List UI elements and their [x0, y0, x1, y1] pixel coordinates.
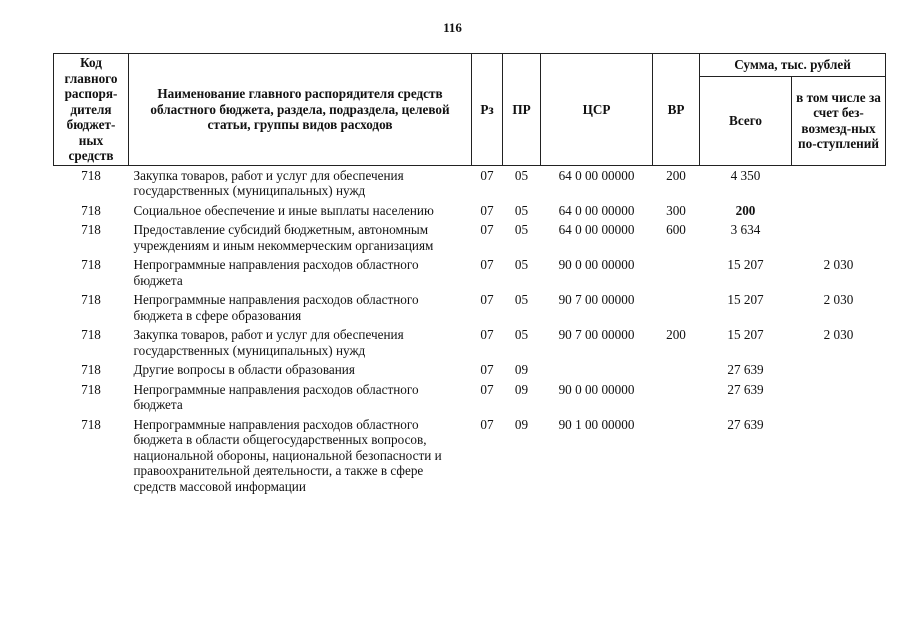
cell-rz: 07 — [480, 292, 494, 307]
cell-rz: 07 — [480, 381, 494, 397]
cell-csr: 64 0 00 00000 — [558, 202, 635, 218]
cell-code: 718 — [81, 327, 101, 342]
table-row — [54, 290, 886, 325]
table-row — [54, 415, 886, 497]
table-body — [54, 165, 886, 496]
cell-csr: 90 0 00 00000 — [558, 257, 635, 272]
cell-total: 27 639 — [727, 362, 764, 377]
cell-rz: 07 — [480, 416, 494, 432]
cell-csr: 90 7 00 00000 — [558, 327, 635, 342]
cell-total: 27 639 — [727, 381, 764, 397]
cell-pr: 05 — [514, 292, 529, 307]
table-row — [54, 380, 886, 415]
header-rz: Рз — [472, 54, 503, 166]
cell-vr: 300 — [666, 202, 686, 218]
header-code: Код главного распоря-дителя бюджет-ных средств — [54, 54, 129, 166]
cell-csr: 90 7 00 00000 — [558, 292, 635, 307]
cell-vr: 600 — [666, 222, 686, 237]
cell-name: Предоставление субсидий бюджетным, автономным учреждениям и иным некоммерческим организациям — [133, 222, 434, 253]
cell-csr: 90 1 00 00000 — [558, 416, 635, 432]
cell-pr: 05 — [514, 327, 529, 342]
header-total: Всего — [700, 77, 792, 166]
table-header — [54, 54, 886, 166]
table-row — [54, 220, 886, 255]
cell-rz: 07 — [480, 327, 494, 342]
table-row — [54, 360, 886, 380]
cell-csr: 90 0 00 00000 — [558, 381, 635, 397]
cell-incl: 2 030 — [823, 292, 854, 307]
budget-table — [53, 53, 886, 496]
page-number: 116 — [443, 20, 462, 35]
cell-vr: 200 — [666, 327, 686, 342]
cell-rz: 07 — [480, 362, 494, 377]
cell-code: 718 — [81, 416, 101, 432]
cell-incl — [792, 360, 886, 380]
header-sum-group: Сумма, тыс. рублей — [700, 54, 886, 77]
cell-code: 718 — [81, 292, 101, 307]
cell-code: 718 — [81, 362, 101, 377]
cell-name: Непрограммные направления расходов областного бюджета в сфере образования — [133, 292, 419, 323]
cell-vr — [653, 380, 700, 415]
cell-vr: 200 — [666, 167, 686, 183]
cell-code: 718 — [81, 222, 101, 237]
cell-code: 718 — [81, 381, 101, 397]
cell-vr — [653, 415, 700, 497]
cell-rz: 07 — [480, 202, 494, 218]
header-pr: ПР — [503, 54, 541, 166]
cell-vr — [653, 255, 700, 290]
cell-name: Непрограммные направления расходов областного бюджета в области общегосударственных вопросов, национальной обороны, национальной безопасности и правоохранительной деятельности, а также в сфере средств массовой информации — [133, 416, 442, 494]
cell-csr — [541, 360, 653, 380]
cell-vr — [653, 360, 700, 380]
table-row — [54, 201, 886, 221]
cell-pr: 09 — [514, 381, 529, 397]
cell-total: 15 207 — [727, 257, 764, 272]
cell-total: 15 207 — [727, 327, 764, 342]
cell-total: 4 350 — [730, 167, 761, 183]
cell-incl: 2 030 — [823, 327, 854, 342]
cell-code: 718 — [81, 257, 101, 272]
cell-rz: 07 — [480, 167, 494, 183]
cell-vr — [653, 290, 700, 325]
cell-csr: 64 0 00 00000 — [558, 222, 635, 237]
cell-total: 15 207 — [727, 292, 764, 307]
cell-name: Закупка товаров, работ и услуг для обеспечения государственных (муниципальных) нужд — [133, 327, 404, 358]
cell-incl — [792, 220, 886, 255]
cell-rz: 07 — [480, 257, 494, 272]
table-row — [54, 165, 886, 201]
header-incl: в том числе за счет без-возмезд-ных по-ступлений — [792, 77, 886, 166]
cell-rz: 07 — [480, 222, 494, 237]
cell-pr: 09 — [514, 416, 529, 432]
cell-name: Социальное обеспечение и иные выплаты населению — [133, 202, 434, 218]
cell-name: Непрограммные направления расходов областного бюджета — [133, 257, 419, 288]
cell-name: Непрограммные направления расходов областного бюджета — [133, 381, 419, 412]
cell-name: Другие вопросы в области образования — [133, 362, 355, 377]
header-name: Наименование главного распорядителя средств областного бюджета, раздела, подраздела, целевой статьи, группы видов расходов — [129, 54, 472, 166]
cell-pr: 05 — [514, 257, 529, 272]
cell-csr: 64 0 00 00000 — [558, 167, 635, 183]
cell-code: 718 — [81, 167, 101, 183]
header-vr: ВР — [653, 54, 700, 166]
cell-incl — [792, 415, 886, 497]
cell-pr: 05 — [514, 202, 529, 218]
cell-total: 200 — [735, 202, 756, 218]
cell-pr: 05 — [514, 167, 529, 183]
cell-total: 27 639 — [727, 416, 764, 432]
cell-pr: 09 — [514, 362, 529, 377]
cell-incl — [792, 380, 886, 415]
cell-code: 718 — [81, 202, 101, 218]
cell-pr: 05 — [514, 222, 529, 237]
table-row — [54, 325, 886, 360]
cell-incl — [792, 165, 886, 201]
cell-total: 3 634 — [730, 222, 761, 237]
cell-incl: 2 030 — [823, 257, 854, 272]
header-csr: ЦСР — [541, 54, 653, 166]
cell-incl — [792, 201, 886, 221]
table-row — [54, 255, 886, 290]
cell-name: Закупка товаров, работ и услуг для обеспечения государственных (муниципальных) нужд — [133, 167, 404, 198]
